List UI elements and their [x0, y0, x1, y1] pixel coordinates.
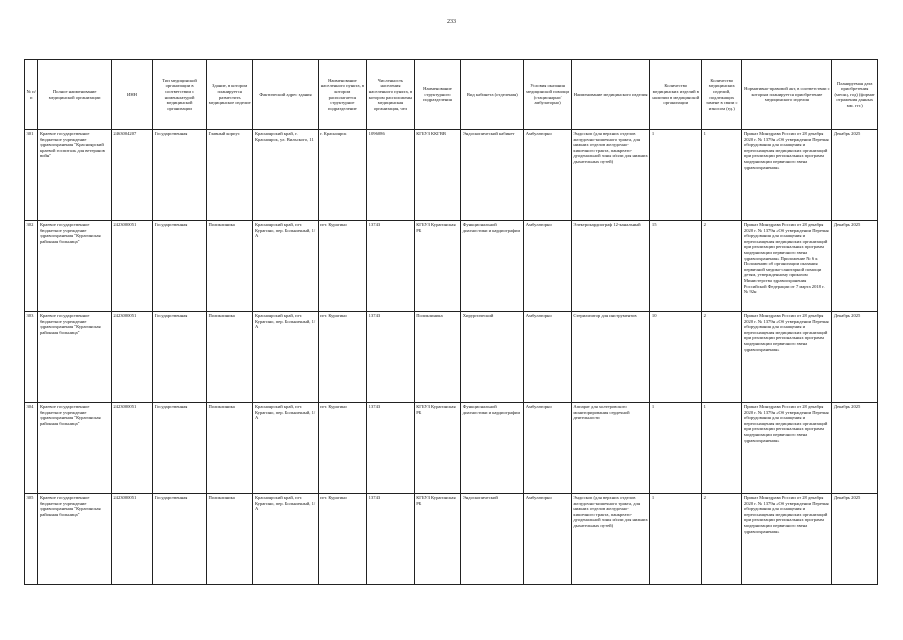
cabinet-type-cell: Функциональной диагностики и кардиографии	[461, 403, 524, 494]
address-cell: Красноярский край, пгт. Курагино, пер. Больничный, 1/А	[253, 403, 318, 494]
header-cell: Нормативно-правовой акт, в соответствии с которым планируется приобретение медицинского изделия	[742, 60, 832, 130]
subdivision-cell: КГБУЗ Курагинская РБ	[414, 221, 461, 312]
planned-date-cell: Декабрь 2025	[832, 494, 878, 585]
settlement-cell: пгт. Курагино	[318, 312, 367, 403]
replace-count-cell: 2	[702, 494, 742, 585]
header-cell: Полное наименование медицинской организации	[38, 60, 111, 130]
inn-cell: 2423000051	[111, 403, 152, 494]
device-count-cell: 10	[650, 312, 702, 403]
header-cell: Наименование населенного пункта, в котором располагается структурное подразделение	[318, 60, 367, 130]
header-cell: Наименование структурного подразделения	[414, 60, 461, 130]
header-cell: Тип медицинской организации в соответствии с номенклатурой медицинской организации	[153, 60, 207, 130]
organization-type-cell: Государственная	[153, 221, 207, 312]
header-cell: Фактический адрес здания	[253, 60, 318, 130]
settlement-cell: пгт. Курагино	[318, 403, 367, 494]
settlement-cell: пгт. Курагино	[318, 221, 367, 312]
cabinet-type-cell: Хирургический	[461, 312, 524, 403]
subdivision-cell: Поликлиника	[414, 312, 461, 403]
table-row	[25, 221, 878, 312]
organization-type-cell: Государственная	[153, 494, 207, 585]
address-cell: Красноярский край, пгт. Курагино, пер. Больничный, 1/А	[253, 221, 318, 312]
device-count-cell: 1	[650, 494, 702, 585]
equipment-table	[24, 59, 878, 585]
device-name-cell: Эндоскоп (для верхних отделов желудочно-кишечного тракта, для нижних отделов желудочно-кишечного тракта, панкреато-дуоденальной зоны и/или для нижних дыхательных путей)	[571, 494, 650, 585]
organization-type-cell: Государственная	[153, 312, 207, 403]
inn-cell: 2463004207	[111, 130, 152, 221]
header-cell: Наименование медицинского изделия	[571, 60, 650, 130]
legal-act-cell: Приказ Минздрава России от 28 декабря 2020 г. № 1379н «Об утверждении Перечня оборудования для оснащения и переоснащения медицинских организаций при реализации региональных программ модернизации первичного звена здравоохранения»	[742, 494, 832, 585]
device-name-cell: Стерилизатор для инструментов	[571, 312, 650, 403]
organization-name-cell: Краевое государственное бюджетное учреждение здравоохранения "Курагинская районная больница"	[38, 403, 111, 494]
building-cell: Поликлиника	[206, 221, 253, 312]
legal-act-cell: Приказ Минздрава России от 28 декабря 2020 г. № 1379н «Об утверждении Перечня оборудования для оснащения и переоснащения медицинских организаций при реализации региональных программ модернизации первичного звена здравоохранения»	[742, 312, 832, 403]
header-cell: Количество медицинских изделий в наличии в медицинской организации	[650, 60, 702, 130]
row-number-cell: 303	[25, 312, 38, 403]
device-name-cell: Электрокардиограф 12-канальный	[571, 221, 650, 312]
building-cell: Поликлиника	[206, 403, 253, 494]
organization-type-cell: Государственная	[153, 403, 207, 494]
legal-act-cell: Приказ Минздрава России от 28 декабря 2020 г. № 1379н «Об утверждении Перечня оборудования для оснащения и переоснащения медицинских организаций при реализации региональных программ модернизации первичного звена здравоохранения» Приложение № 6 к Положению об организации оказания первичной медико-санитарной помощи детям, утвержденному приказом Министерства здравоохранения Российской Федерации от 7 марта 2018 г. № 92н	[742, 221, 832, 312]
header-cell: Вид кабинета (отделения)	[461, 60, 524, 130]
replace-count-cell: 1	[702, 403, 742, 494]
row-number-cell: 304	[25, 403, 38, 494]
building-cell: Поликлиника	[206, 494, 253, 585]
organization-name-cell: Краевое государственное бюджетное учреждение здравоохранения "Красноярский краевой госпиталь для ветеранов войн"	[38, 130, 111, 221]
row-number-cell: 305	[25, 494, 38, 585]
device-name-cell: Аппарат для холтеровского мониторирования сердечной деятельности	[571, 403, 650, 494]
replace-count-cell: 2	[702, 312, 742, 403]
table-row	[25, 312, 878, 403]
settlement-cell: г. Красноярск	[318, 130, 367, 221]
organization-name-cell: Краевое государственное бюджетное учреждение здравоохранения "Курагинская районная больница"	[38, 312, 111, 403]
subdivision-cell: КГБУЗ ККГВВ	[414, 130, 461, 221]
cabinet-type-cell: Эндоскопический кабинет	[461, 130, 524, 221]
settlement-cell: пгт. Курагино	[318, 494, 367, 585]
replace-count-cell: 2	[702, 221, 742, 312]
care-conditions-cell: Амбулаторно	[524, 312, 572, 403]
device-count-cell: 1	[650, 403, 702, 494]
cabinet-type-cell: Эндоскопический	[461, 494, 524, 585]
organization-name-cell: Краевое государственное бюджетное учреждение здравоохранения "Курагинская районная больница"	[38, 221, 111, 312]
cabinet-type-cell: Функциональной диагностики и кардиографии	[461, 221, 524, 312]
care-conditions-cell: Амбулаторно	[524, 403, 572, 494]
legal-act-cell: Приказ Минздрава России от 28 декабря 2020 г. № 1379н «Об утверждении Перечня оборудования для оснащения и переоснащения медицинских организаций при реализации региональных программ модернизации первичного звена здравоохранения»	[742, 403, 832, 494]
inn-cell: 2423000051	[111, 312, 152, 403]
header-cell: Планируемая дата приобретения (месяц, год) (формат отражения данных мм. ггг.)	[832, 60, 878, 130]
device-count-cell: 1	[650, 130, 702, 221]
table-header-row	[25, 60, 878, 130]
header-cell: Условия оказания медицинской помощи (стационарно/ амбулаторно)	[524, 60, 572, 130]
header-cell: № п/п	[25, 60, 38, 130]
address-cell: Красноярский край, пгт. Курагино, пер. Больничный, 1/А	[253, 494, 318, 585]
header-cell: Численность населения населенного пункта, в котором расположены медицинская организация, чел	[367, 60, 415, 130]
building-cell: Главный корпус	[206, 130, 253, 221]
population-cell: 13743	[367, 403, 415, 494]
header-cell: Количество медицинских изделий, подлежащих замене в связи с износом (ед.)	[702, 60, 742, 130]
care-conditions-cell: Амбулаторно	[524, 221, 572, 312]
header-cell: Здание, в котором планируется разместить медицинское изделие	[206, 60, 253, 130]
legal-act-cell: Приказ Минздрава России от 28 декабря 2020 г. № 1379н «Об утверждении Перечня оборудования для оснащения и переоснащения медицинских организаций при реализации региональных программ модернизации первичного звена здравоохранения»	[742, 130, 832, 221]
row-number-cell: 301	[25, 130, 38, 221]
device-name-cell: Эндоскоп (для верхних отделов желудочно-кишечного тракта, для нижних отделов желудочно-кишечного тракта, панкреато-дуоденальной зоны и/или для нижних дыхательных путей)	[571, 130, 650, 221]
organization-type-cell: Государственная	[153, 130, 207, 221]
replace-count-cell: 1	[702, 130, 742, 221]
population-cell: 13743	[367, 494, 415, 585]
organization-name-cell: Краевое государственное бюджетное учреждение здравоохранения "Курагинская районная больница"	[38, 494, 111, 585]
page-number: 233	[447, 19, 456, 25]
subdivision-cell: КГБУЗ Курагинская РБ	[414, 403, 461, 494]
row-number-cell: 302	[25, 221, 38, 312]
header-cell: ИНН	[111, 60, 152, 130]
table-row	[25, 403, 878, 494]
planned-date-cell: Декабрь 2025	[832, 403, 878, 494]
care-conditions-cell: Амбулаторно	[524, 130, 572, 221]
table-row	[25, 494, 878, 585]
building-cell: Поликлиника	[206, 312, 253, 403]
table-row	[25, 130, 878, 221]
planned-date-cell: Декабрь 2025	[832, 130, 878, 221]
address-cell: Красноярский край, пгт. Курагино, пер. Больничный, 1/А	[253, 312, 318, 403]
care-conditions-cell: Амбулаторно	[524, 494, 572, 585]
planned-date-cell: Декабрь 2025	[832, 312, 878, 403]
inn-cell: 2423000051	[111, 494, 152, 585]
planned-date-cell: Декабрь 2025	[832, 221, 878, 312]
address-cell: Красноярский край, г. Красноярск, ул. Вильского, 11	[253, 130, 318, 221]
population-cell: 13743	[367, 312, 415, 403]
population-cell: 13743	[367, 221, 415, 312]
inn-cell: 2423000051	[111, 221, 152, 312]
device-count-cell: 15	[650, 221, 702, 312]
subdivision-cell: КГБУЗ Курагинская РБ	[414, 494, 461, 585]
population-cell: 1096086	[367, 130, 415, 221]
